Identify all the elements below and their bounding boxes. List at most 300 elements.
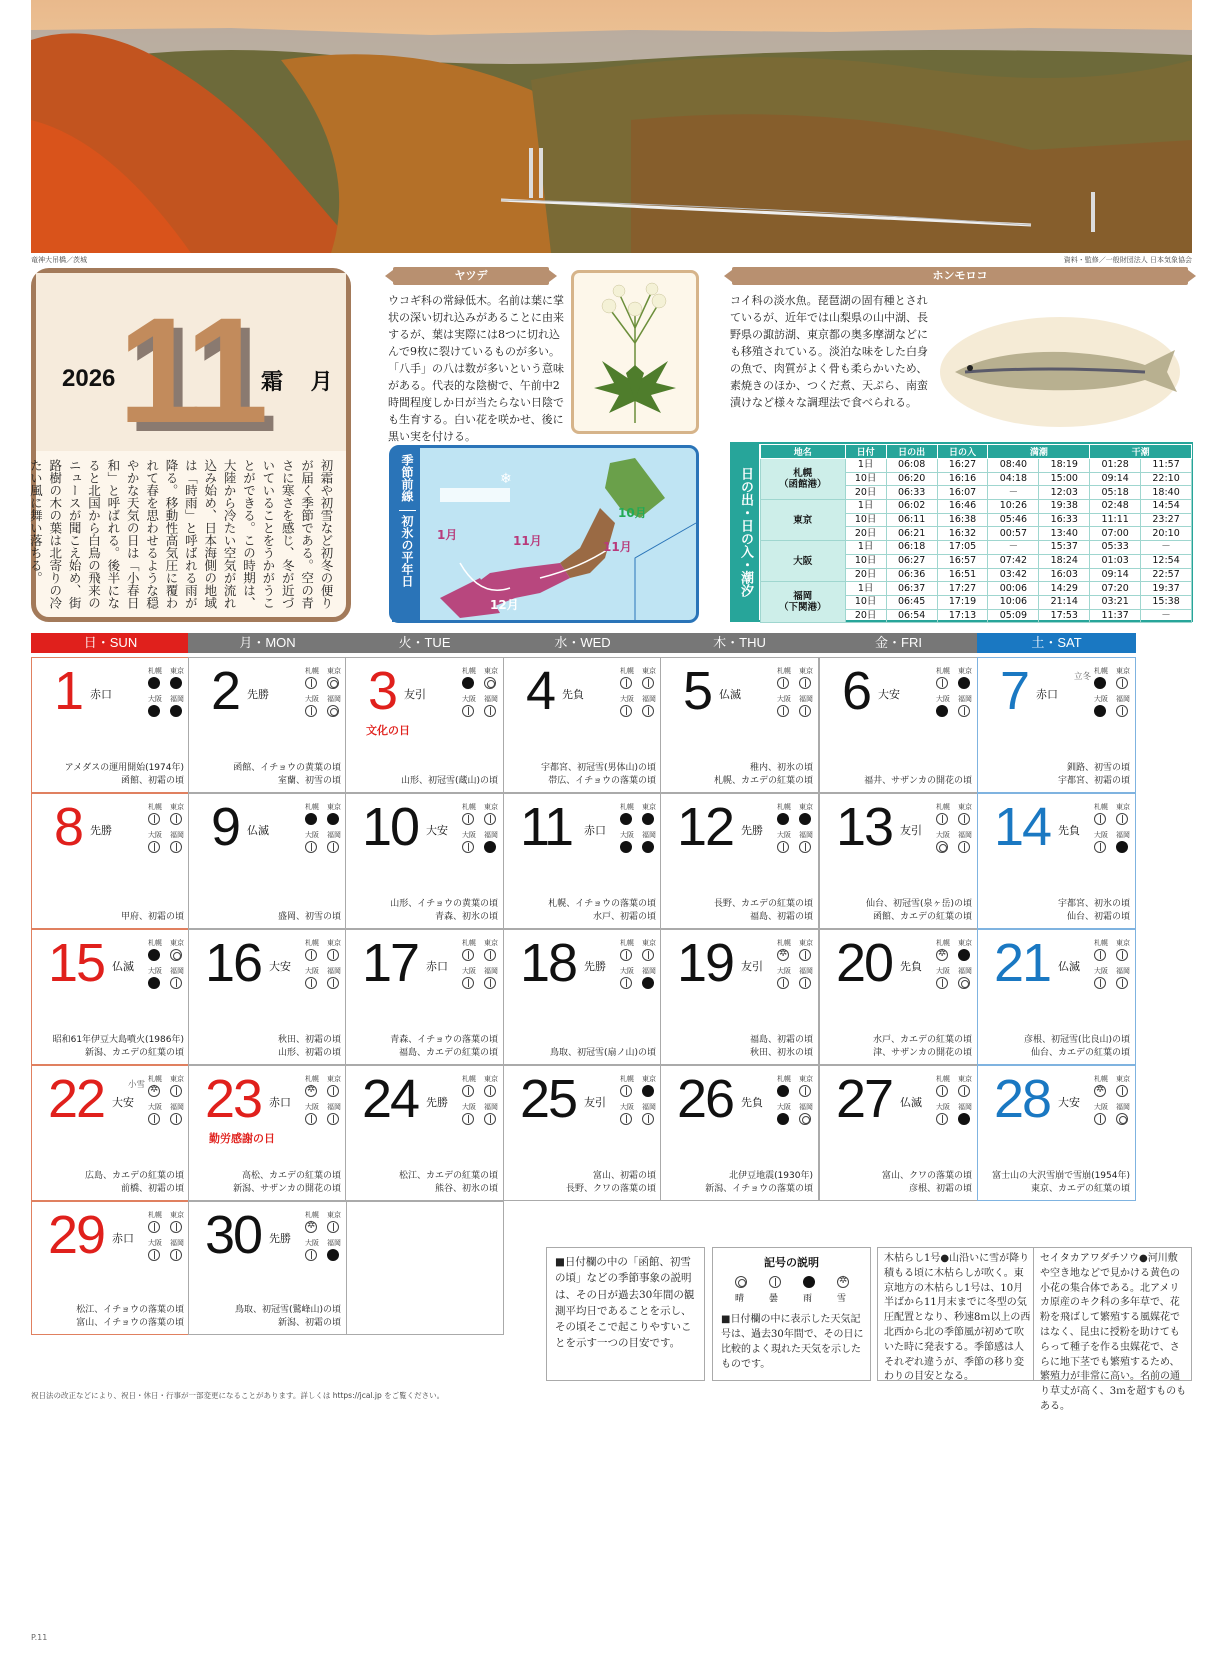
- day-cell[interactable]: [503, 1065, 662, 1201]
- cloudy-icon: [148, 1221, 160, 1233]
- day-cell[interactable]: [977, 1065, 1136, 1201]
- weather-grid: [305, 1074, 347, 1134]
- tide-cell: 06:54: [886, 609, 937, 623]
- day-cell[interactable]: [345, 657, 504, 793]
- clear-icon: [936, 841, 948, 853]
- tide-place: 東京: [761, 500, 846, 541]
- city-label: 福岡: [327, 967, 341, 975]
- tide-header-sunset: 日の入: [937, 445, 988, 459]
- day-cell[interactable]: [660, 929, 819, 1065]
- map-january: 1月: [437, 528, 458, 542]
- seasonal-event: 広島、カエデの紅葉の頃 前橋、初霜の頃: [84, 1171, 184, 1194]
- tide-cell: 00:06: [988, 582, 1039, 596]
- cloudy-icon: [484, 949, 496, 961]
- city-label: 札幌: [936, 803, 950, 811]
- tide-header-date: 日付: [845, 445, 886, 459]
- rokuyo-label: 大安: [269, 960, 291, 973]
- day-number: 8: [54, 797, 83, 857]
- tide-cell: 18:19: [1039, 459, 1090, 473]
- cloudy-icon: [799, 949, 811, 961]
- day-number: 27: [836, 1069, 893, 1129]
- rain-icon: [958, 949, 970, 961]
- svg-text:❄: ❄: [500, 471, 512, 487]
- seasonal-event: 水戸、カエデの紅葉の頃 津、サザンカの開花の頃: [872, 1035, 972, 1058]
- tide-cell: 10日: [845, 472, 886, 486]
- weather-grid: [936, 938, 978, 998]
- tide-cell: 20日: [845, 568, 886, 582]
- day-cell[interactable]: [819, 929, 978, 1065]
- city-label: 福岡: [170, 1103, 184, 1111]
- seasonal-event: 鳥取、初冠雪(鷲峰山)の頃 新潟、初霜の頃: [234, 1305, 341, 1328]
- empty-cell: [345, 1201, 504, 1335]
- first-ice-map: [389, 445, 699, 623]
- city-label: 札幌: [620, 1075, 634, 1083]
- tide-cell: 20:10: [1141, 527, 1192, 541]
- city-label: 福岡: [170, 831, 184, 839]
- day-cell[interactable]: [31, 1065, 190, 1201]
- day-number: 2: [211, 661, 240, 721]
- day-cell[interactable]: [31, 657, 190, 793]
- plant-illustration: [571, 270, 699, 434]
- day-number: 17: [362, 933, 419, 993]
- city-label: 大阪: [936, 1103, 950, 1111]
- photo-caption: 竜神大吊橋／茨城: [31, 256, 87, 264]
- seasonal-event: 富山、クワの落葉の頃 彦根、初霜の頃: [881, 1171, 972, 1194]
- tide-cell: 16:46: [937, 500, 988, 514]
- day-cell[interactable]: [188, 1201, 347, 1335]
- cloudy-icon: [799, 977, 811, 989]
- tide-cell: 17:27: [937, 582, 988, 596]
- city-label: 札幌: [462, 803, 476, 811]
- city-label: 東京: [484, 667, 498, 675]
- city-label: 大阪: [148, 831, 162, 839]
- day-number: 22: [48, 1069, 105, 1129]
- map-label-front: 季節前線: [400, 454, 414, 502]
- holiday-name: 勤労感謝の日: [209, 1132, 275, 1145]
- cloudy-icon: [462, 949, 474, 961]
- tide-cell: 1日: [845, 500, 886, 514]
- month-japanese-name: 霜 月: [261, 369, 343, 395]
- page-number: P.11: [31, 1633, 48, 1642]
- day-number: 4: [526, 661, 555, 721]
- rokuyo-label: 先負: [1058, 824, 1080, 837]
- day-cell[interactable]: [345, 1065, 504, 1201]
- city-label: 東京: [958, 803, 972, 811]
- city-label: 札幌: [148, 667, 162, 675]
- tide-cell: 16:27: [937, 459, 988, 473]
- city-label: 東京: [799, 667, 813, 675]
- day-number: 5: [683, 661, 712, 721]
- city-label: 大阪: [1094, 1103, 1108, 1111]
- rokuyo-label: 友引: [741, 960, 763, 973]
- cloudy-icon: [327, 1221, 339, 1233]
- legend-title: 記号の説明: [764, 1256, 819, 1269]
- cloudy-icon: [799, 677, 811, 689]
- seasonal-event: 宇都宮、初氷の頃 仙台、初霜の頃: [1057, 899, 1130, 922]
- weather-grid: [620, 1074, 662, 1134]
- rokuyo-label: 仏滅: [112, 960, 134, 973]
- day-cell[interactable]: [188, 657, 347, 793]
- note-box-seasonal: [546, 1247, 705, 1381]
- rokuyo-label: 先勝: [584, 960, 606, 973]
- tide-cell: 00:57: [988, 527, 1039, 541]
- city-label: 東京: [484, 939, 498, 947]
- day-cell[interactable]: [188, 1065, 347, 1201]
- cloudy-icon: [620, 677, 632, 689]
- tide-table: [760, 444, 1192, 623]
- cloudy-icon: [1116, 813, 1128, 825]
- rain-icon: [1094, 677, 1106, 689]
- seasonal-event: 甲府、初霜の頃: [120, 912, 184, 922]
- day-number: 24: [362, 1069, 419, 1129]
- rokuyo-label: 大安: [426, 824, 448, 837]
- day-cell[interactable]: [819, 657, 978, 793]
- source-credit: 資料・監修／一般財団法人 日本気象協会: [1063, 256, 1192, 264]
- cloudy-icon: [1116, 949, 1128, 961]
- year-label: 2026: [62, 365, 116, 392]
- weather-grid: [1094, 938, 1136, 998]
- tide-cell: 15:38: [1141, 595, 1192, 609]
- city-label: 大阪: [1094, 967, 1108, 975]
- city-label: 東京: [327, 1075, 341, 1083]
- tide-cell: 17:05: [937, 541, 988, 555]
- cloudy-icon: [484, 705, 496, 717]
- day-cell[interactable]: [977, 793, 1136, 929]
- city-label: 福岡: [484, 831, 498, 839]
- rokuyo-label: 赤口: [584, 824, 606, 837]
- tide-cell: 10:26: [988, 500, 1039, 514]
- day-number: 21: [994, 933, 1051, 993]
- cloudy-icon: [777, 841, 789, 853]
- cloudy-icon: [936, 677, 948, 689]
- legend-cloudy: 曇: [769, 1294, 779, 1304]
- city-label: 大阪: [1094, 695, 1108, 703]
- tide-cell: 01:03: [1090, 554, 1141, 568]
- tide-cell: 16:57: [937, 554, 988, 568]
- rokuyo-label: 先勝: [90, 824, 112, 837]
- cloudy-icon: [462, 813, 474, 825]
- day-cell[interactable]: [345, 793, 504, 929]
- seasonal-event: 北伊豆地震(1930年) 新潟、イチョウの落葉の頃: [705, 1171, 813, 1194]
- seasonal-event: 福島、初霜の頃 秋田、初氷の頃: [749, 1035, 813, 1058]
- note-box-legend: [712, 1247, 871, 1381]
- tide-cell: －: [988, 486, 1039, 500]
- fish-illustration: [935, 300, 1185, 440]
- tide-cell: 06:37: [886, 582, 937, 596]
- clear-icon: [958, 977, 970, 989]
- cloudy-icon: [799, 841, 811, 853]
- cloudy-icon: [620, 705, 632, 717]
- tide-cell: 1日: [845, 582, 886, 596]
- rain-icon: [620, 813, 632, 825]
- city-label: 東京: [327, 1211, 341, 1219]
- seasonal-event: 高松、カエデの紅葉の頃 新潟、サザンカの開花の頃: [233, 1171, 341, 1194]
- weather-grid: [1094, 1074, 1136, 1134]
- seasonal-event: 秋田、初霜の頃 山形、初霜の頃: [277, 1035, 341, 1058]
- day-cell[interactable]: [660, 657, 819, 793]
- note-seasonal-text: ■日付欄の中の「函館、初雪の頃」などの季節事象の説明は、その日が過去30年間の観測平均日であることを示し、その頃そこで起こりやすいことを示す一つの目安です。: [555, 1256, 695, 1350]
- weather-grid: [305, 938, 347, 998]
- day-cell[interactable]: [188, 793, 347, 929]
- rokuyo-label: 赤口: [426, 960, 448, 973]
- seasonal-event: 釧路、初雪の頃 宇都宮、初霜の頃: [1057, 763, 1130, 786]
- city-label: 福岡: [958, 1103, 972, 1111]
- cloudy-icon: [936, 977, 948, 989]
- tide-cell: 16:32: [937, 527, 988, 541]
- city-label: 札幌: [462, 939, 476, 947]
- city-label: 札幌: [305, 667, 319, 675]
- city-label: 福岡: [327, 1103, 341, 1111]
- day-cell[interactable]: [31, 793, 190, 929]
- seasonal-event: 青森、イチョウの落葉の頃 福島、カエデの紅葉の頃: [390, 1035, 498, 1058]
- cloudy-icon: [148, 813, 160, 825]
- weather-grid: [777, 938, 819, 998]
- weekday-header: [31, 633, 1192, 653]
- cloudy-icon: [462, 977, 474, 989]
- city-label: 大阪: [777, 967, 791, 975]
- city-label: 福岡: [799, 1103, 813, 1111]
- map-october: 10月: [618, 506, 647, 520]
- map-november-b: 11月: [603, 540, 632, 554]
- rain-icon: [958, 1113, 970, 1125]
- day-number: 18: [520, 933, 577, 993]
- day-cell[interactable]: [977, 657, 1136, 793]
- tide-cell: 07:00: [1090, 527, 1141, 541]
- clear-icon: [735, 1276, 747, 1288]
- tide-cell: 07:42: [988, 554, 1039, 568]
- city-label: 東京: [642, 667, 656, 675]
- city-label: 東京: [170, 667, 184, 675]
- city-label: 福岡: [327, 695, 341, 703]
- weather-grid: [777, 666, 819, 726]
- seasonal-event: 山形、初冠雪(蔵山)の頃: [400, 776, 498, 786]
- sunrise-tide-table: [730, 442, 1193, 622]
- rain-icon: [462, 677, 474, 689]
- day-number: 23: [205, 1069, 262, 1129]
- fish-description: コイ科の淡水魚。琵琶湖の固有種とされているが、近年では山梨県の山中湖、長野県の諏訪湖、東京都の奥多摩湖などにも移殖されている。淡泊な味をした白身の魚で、肉質がよく骨も柔らかいため、素焼きのほか、つくだ煮、天ぷら、南蛮漬けなど様々な調理法で食べられる。: [730, 294, 928, 410]
- weather-grid: [305, 802, 347, 862]
- weekday-3: 水・WED: [503, 633, 662, 653]
- tide-cell: 06:18: [886, 541, 937, 555]
- tide-cell: 15:37: [1039, 541, 1090, 555]
- weather-grid: [777, 802, 819, 862]
- day-number: 10: [362, 797, 419, 857]
- day-cell[interactable]: [977, 929, 1136, 1065]
- cloudy-icon: [958, 813, 970, 825]
- tide-cell: 05:33: [1090, 541, 1141, 555]
- cloudy-icon: [305, 677, 317, 689]
- day-number: 25: [520, 1069, 577, 1129]
- map-label-ice: 初氷の平年日: [399, 510, 416, 587]
- rain-icon: [936, 705, 948, 717]
- city-label: 福岡: [1116, 1103, 1130, 1111]
- city-label: 東京: [1116, 939, 1130, 947]
- rokuyo-label: 友引: [900, 824, 922, 837]
- cloudy-icon: [170, 1221, 182, 1233]
- weather-grid: [148, 1210, 190, 1270]
- weather-grid: [936, 666, 978, 726]
- city-label: 大阪: [148, 695, 162, 703]
- day-number: 6: [842, 661, 871, 721]
- cloudy-icon: [327, 977, 339, 989]
- tide-header-sunrise: 日の出: [886, 445, 937, 459]
- snow-icon: [936, 949, 948, 961]
- clear-icon: [484, 677, 496, 689]
- rain-icon: [620, 841, 632, 853]
- weekday-5: 金・FRI: [819, 633, 978, 653]
- cloudy-icon: [148, 841, 160, 853]
- city-label: 東京: [958, 1075, 972, 1083]
- note-goldenrod-text: セイタカアワダチソウ●河川敷や空き地などで見かける黄色の小花の集合体である。北アメリカ原産のキク科の多年草で、花粉を飛ばして繁殖する風媒花ではなく、昆虫に授粉を助けてもらって種子を作る虫媒花で、さらに地下茎でも繁殖するため、繁殖力が非常に高い。名前の通り草丈が高く、3ｍを超すものもある。: [1040, 1253, 1187, 1412]
- weekday-0: 日・SUN: [31, 633, 190, 653]
- tide-cell: 12:54: [1141, 554, 1192, 568]
- city-label: 札幌: [305, 939, 319, 947]
- city-label: 東京: [642, 1075, 656, 1083]
- day-cell[interactable]: [188, 929, 347, 1065]
- tide-cell: 11:37: [1090, 609, 1141, 623]
- weather-grid: [148, 666, 190, 726]
- rain-icon: [799, 813, 811, 825]
- seasonal-event: 富山、初霜の頃 長野、クワの落葉の頃: [565, 1171, 656, 1194]
- city-label: 福岡: [170, 695, 184, 703]
- map-label: [392, 448, 420, 622]
- cloudy-icon: [1094, 1113, 1106, 1125]
- city-label: 大阪: [462, 1103, 476, 1111]
- rain-icon: [327, 813, 339, 825]
- cloudy-icon: [170, 841, 182, 853]
- solar-term: 小雪: [128, 1080, 146, 1090]
- map-december: 12月: [490, 598, 519, 612]
- weather-grid: [936, 1074, 978, 1134]
- cloudy-icon: [462, 1113, 474, 1125]
- cloudy-icon: [305, 1113, 317, 1125]
- day-number: 28: [994, 1069, 1051, 1129]
- cloudy-icon: [327, 1085, 339, 1097]
- day-cell[interactable]: [819, 1065, 978, 1201]
- day-cell[interactable]: [660, 793, 819, 929]
- cloudy-icon: [170, 1113, 182, 1125]
- cloudy-icon: [1116, 977, 1128, 989]
- rain-icon: [148, 949, 160, 961]
- weather-grid: [462, 1074, 504, 1134]
- tide-header-place: 地名: [761, 445, 846, 459]
- cloudy-icon: [642, 1113, 654, 1125]
- city-label: 東京: [484, 803, 498, 811]
- tide-cell: 18:24: [1039, 554, 1090, 568]
- tide-cell: 16:07: [937, 486, 988, 500]
- rain-icon: [148, 677, 160, 689]
- city-label: 札幌: [148, 939, 162, 947]
- seasonal-event: 福井、サザンカの開花の頃: [864, 776, 972, 786]
- tide-cell: 1日: [845, 541, 886, 555]
- cloudy-icon: [327, 949, 339, 961]
- weather-grid: [777, 1074, 819, 1134]
- tide-cell: 17:13: [937, 609, 988, 623]
- tide-cell: 03:42: [988, 568, 1039, 582]
- day-number: 19: [677, 933, 734, 993]
- day-cell[interactable]: [503, 929, 662, 1065]
- tide-cell: 06:21: [886, 527, 937, 541]
- tide-place: 札幌 （函館港）: [761, 459, 846, 500]
- rokuyo-label: 先負: [900, 960, 922, 973]
- weather-grid: [305, 666, 347, 726]
- city-label: 東京: [170, 1075, 184, 1083]
- map-november-a: 11月: [513, 534, 542, 548]
- city-label: 福岡: [327, 831, 341, 839]
- city-label: 大阪: [936, 831, 950, 839]
- city-label: 札幌: [305, 1211, 319, 1219]
- tide-cell: 20日: [845, 609, 886, 623]
- city-label: 福岡: [484, 967, 498, 975]
- cloudy-icon: [1094, 977, 1106, 989]
- cloudy-icon: [1094, 841, 1106, 853]
- day-cell[interactable]: [819, 793, 978, 929]
- city-label: 札幌: [620, 803, 634, 811]
- city-label: 福岡: [1116, 695, 1130, 703]
- day-cell[interactable]: [503, 793, 662, 929]
- legend-clear: 晴: [735, 1294, 745, 1304]
- cloudy-icon: [462, 705, 474, 717]
- cloudy-icon: [620, 1113, 632, 1125]
- tide-cell: 05:46: [988, 513, 1039, 527]
- rokuyo-label: 先勝: [247, 688, 269, 701]
- weather-grid: [148, 1074, 190, 1134]
- plant-description: ウコギ科の常緑低木。名前は葉に掌状の深い切れ込みがあることに由来するが、葉は実際には8つに切れ込んで9枚に裂けているものが多い。「八手」の八は数が多いという意味がある。代表的な陰樹で、午前中2時間程度しか日が当たらない日陰でも生育する。白い花を咲かせ、後に黒い実を付ける。: [388, 294, 564, 444]
- tide-cell: 01:28: [1090, 459, 1141, 473]
- seasonal-event: 松江、カエデの紅葉の頃 熊谷、初氷の頃: [398, 1171, 498, 1194]
- weather-grid: [620, 802, 662, 862]
- rain-icon: [642, 1085, 654, 1097]
- weekday-1: 月・MON: [188, 633, 347, 653]
- city-label: 福岡: [958, 695, 972, 703]
- tide-cell: 16:51: [937, 568, 988, 582]
- tide-place: 大阪: [761, 541, 846, 582]
- day-cell[interactable]: [660, 1065, 819, 1201]
- day-number: 11: [520, 797, 573, 857]
- city-label: 札幌: [305, 803, 319, 811]
- rokuyo-label: 仏滅: [900, 1096, 922, 1109]
- weekday-4: 木・THU: [660, 633, 819, 653]
- cloudy-icon: [620, 977, 632, 989]
- seasonal-event: 山形、イチョウの黄葉の頃 青森、初氷の頃: [390, 899, 498, 922]
- weather-grid: [462, 666, 504, 726]
- tide-cell: 14:54: [1141, 500, 1192, 514]
- cloudy-icon: [484, 813, 496, 825]
- city-label: 東京: [484, 1075, 498, 1083]
- day-cell[interactable]: [345, 929, 504, 1065]
- plant-heading: ヤツデ: [393, 267, 549, 285]
- day-cell[interactable]: [31, 1201, 190, 1335]
- cloudy-icon: [170, 1085, 182, 1097]
- tide-cell: 17:19: [937, 595, 988, 609]
- day-cell[interactable]: [503, 657, 662, 793]
- rain-icon: [777, 1085, 789, 1097]
- weather-grid: [620, 938, 662, 998]
- snow-icon: [305, 1085, 317, 1097]
- day-number: 15: [48, 933, 105, 993]
- city-label: 福岡: [484, 1103, 498, 1111]
- tide-cell: 10日: [845, 513, 886, 527]
- day-number: 12: [677, 797, 734, 857]
- day-number: 26: [677, 1069, 734, 1129]
- city-label: 大阪: [936, 695, 950, 703]
- city-label: 東京: [642, 939, 656, 947]
- rain-icon: [148, 977, 160, 989]
- rain-icon: [777, 1113, 789, 1125]
- tide-cell: 17:53: [1039, 609, 1090, 623]
- day-cell[interactable]: [31, 929, 190, 1065]
- seasonal-event: 仙台、初冠雪(泉ヶ岳)の頃 函館、カエデの紅葉の頃: [865, 899, 972, 922]
